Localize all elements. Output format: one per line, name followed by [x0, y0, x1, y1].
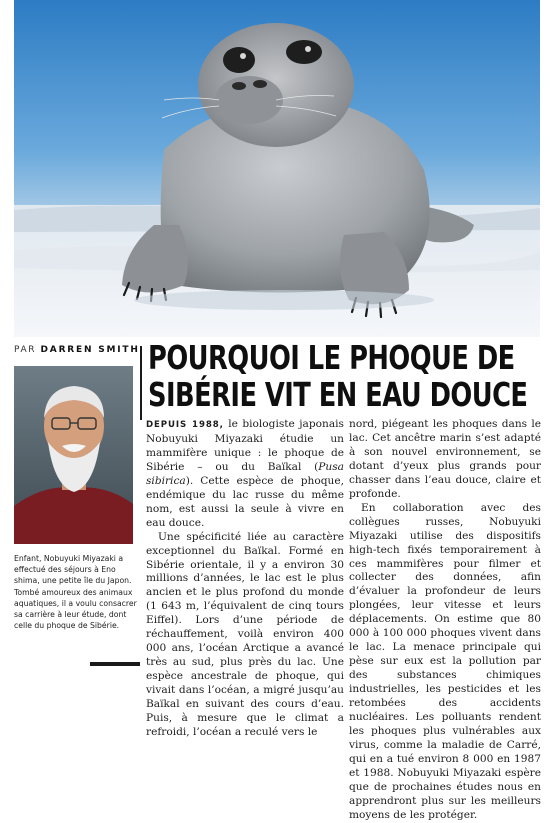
headline-line-2: SIBÉRIE VIT EN EAU DOUCE [148, 375, 528, 414]
headline-line-1: POURQUOI LE PHOQUE DE [148, 338, 515, 377]
article-column-1 [146, 418, 344, 740]
headline-rule [140, 346, 142, 420]
headline [148, 338, 528, 414]
caption-rule [90, 662, 140, 666]
scientist-illustration [14, 366, 133, 544]
portrait-photo-scientist [14, 366, 133, 544]
article-column-2 [349, 418, 541, 823]
hero-photo-seal [14, 0, 540, 337]
photo-caption: Enfant, Nobuyuki Miyazaki a effectué des séjours à Eno shima, une petite île du Japon. Tombé amoureux des animaux aquatiques, il a voulu consacrer sa carrière à leur étude, dont celle du phoque de Sibérie. [14, 554, 137, 631]
byline [14, 345, 140, 355]
article-p1-text-a: le biologiste japonais Nobuyuki Miyazaki étudie un mammifère unique : le phoque de Sibérie – ou du Baïkal ( [146, 418, 344, 473]
article-paragraph-1 [146, 418, 344, 531]
article-paragraph-3: En collaboration avec des collègues russes, Nobuyuki Miyazaki utilise des dispositifs high-tech fixés temporairement à ces mammifères pour filmer et collecter des données, afin d’évaluer la profondeur de leurs plongées, leur vitesse et leurs déplacements. On estime que 80 000 à 100 000 phoques vivent dans le lac. La menace principale qui pèse sur eux est la pollution par des substances chimiques industrielles, les pesticides et les retombées des accidents nucléaires. Les polluants rendent les phoques plus vulnérables aux virus, comme la maladie de Carré, qui en a tué environ 8 000 en 1987 et 1988. Nobuyuki Miyazaki espère que de prochaines études nous en apprendront plus sur les meilleurs moyens de les protéger. [349, 501, 541, 821]
byline-prefix: PAR [14, 345, 37, 355]
seal-illustration [14, 0, 540, 337]
byline-author: DARREN SMITH [40, 345, 140, 355]
article-paragraph-2: Une spécificité liée au caractère exceptionnel du Baïkal. Formé en Sibérie orientale, il y a environ 30 millions d’années, le lac est le plus ancien et le plus profond du monde (1 643 m, l’équivalent de cinq tours Eiffel). Lors d’une période de réchauffement, voilà environ 400 000 ans, l’océan Arctique a avancé très au sud, plus près du lac. Une espèce ancestrale de phoque, qui vivait dans l’océan, a migré jusqu’au Baïkal en suivant des cours d’eau. Puis, à mesure que le climat a refroidi, l’océan a reculé vers le [146, 530, 344, 738]
article-p1-text-b: ). Cette espèce de phoque, endémique du lac russe du même nom, est aussi la seule à vivre en eau douce. [146, 474, 344, 529]
species-latin-name: Pusa sibirica [146, 460, 344, 487]
article-lede: DEPUIS 1988, [146, 420, 224, 430]
article-paragraph-2-continued: nord, piégeant les phoques dans le lac. Cet ancêtre marin s’est adapté à son nouvel environnement, se dotant d’yeux plus grands pour chasser dans l’eau douce, claire et profonde. [349, 418, 541, 500]
